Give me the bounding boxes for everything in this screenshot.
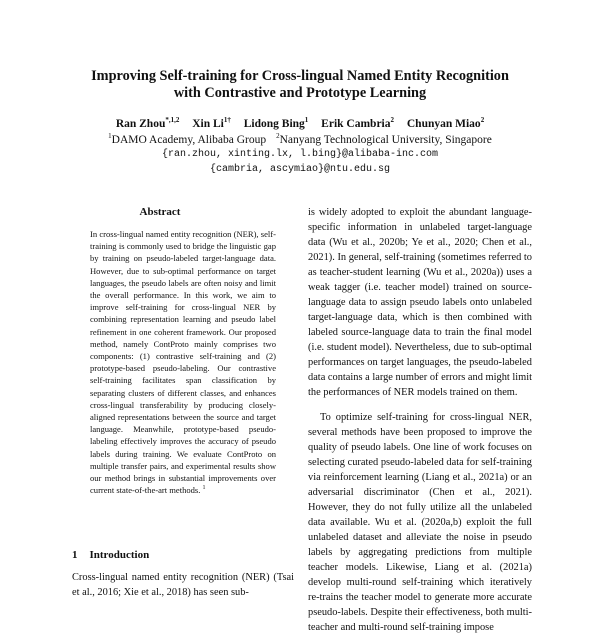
author-list (40, 117, 560, 131)
section-title: Introduction (89, 549, 150, 561)
affiliation-1: $^1$DAMO Academy, Alibaba Group (108, 132, 267, 146)
footnote-mark: 1 (202, 485, 206, 492)
affiliations (40, 133, 560, 147)
abstract-heading: Abstract (139, 206, 181, 218)
title-line-2: with Contrastive and Prototype Learning (173, 85, 427, 101)
section-heading-introduction (72, 549, 149, 561)
title-line-1: Improving Self-training for Cross-lingual Named Entity Recognition (91, 68, 509, 84)
right-column (308, 205, 532, 635)
email-line-1: {ran.zhou, xinting.lx, l.bing}@alibaba-inc.com (161, 149, 439, 160)
email-line-2: {cambria, ascymiao}@ntu.edu.sg (209, 164, 391, 175)
author: Chunyan Miao$^2$ (406, 116, 485, 130)
author: Xin $Li^{1\dagger}$ (192, 116, 231, 130)
abstract-text: In cross-lingual named entity recognition (NER), self-training is commonly used to bridge the linguistic gap by training on pseudo-labeled target-language data. However, due to sub-optimal performance on target languages, the pseudo labels are often noisy and limit the overall performance. In this work, we aim to improve self-training for cross-lingual NER by combining representation learning and pseudo label refinement in one coherent framework. Our proposed method, namely ContProto mainly comprises two components: (1) contrastive self-training and (2) prototype-based pseudo-labeling. Our contrastive self-training facilitates span classification by separating clusters of different classes, and enhances cross-lingual transferability by producing closely-aligned representations between the source and target language. Meanwhile, prototype-based pseudo-labeling effectively improves the accuracy of pseudo labels during training. We evaluate ContProto on multiple transfer pairs, and experimental results show our method brings in substantial improvements over current state-of-the-art methods. (90, 229, 276, 496)
paper-title (40, 68, 560, 102)
author: Ran Zhou$^{*,1,2}$ (115, 116, 180, 130)
author: Erik Cambria$^2$ (321, 116, 394, 130)
right-paragraph-2: To optimize self-training for cross-lingual NER, several methods have been proposed to improve the quality of pseudo labels. One line of work focuses on selecting curated pseudo-labeled data for self-training via reinforcement learning (Liang et al., 2021a) or an adversarial discriminator (Chen et al., 2021). However, they do not fully utilize all the unlabeled data available. Wu et al. (2020a,b) exploit the full unlabeled dataset and alleviate the noise in pseudo labels by aggregating predictions from multiple teacher models. Likewise, Liang et al. (2021a) develop multi-round self-training which iteratively re-trains the teacher model to generate more accurate pseudo-labels. Despite their effectiveness, both multi-teacher and multi-round self-training impose (308, 412, 533, 633)
affiliation-2: $^2$Nanyang Technological University, Singapore (276, 132, 492, 146)
author: Lidong Bing$^1$ (243, 116, 309, 130)
right-paragraph-1: is widely adopted to exploit the abundant language-specific information in unlabeled target-language data (Wu et al., 2020b; Ye et al., 2020; Chen et al., 2021). In general, self-training (sometimes referred to as teacher-student learning (Wu et al., 2020a)) uses a weak tagger (i.e. teacher model) trained on source-language data to assign pseudo labels onto unlabeled target-language data, which is then combined with labeled source-language data to train the final model (i.e. student model). Nevertheless, due to sub-optimal performances on target languages, the pseudo-labeled data contains a large number of errors and might limit the performances of NER models trained on them. (308, 207, 533, 398)
abstract-body (90, 228, 276, 496)
section-number: 1 (72, 549, 78, 561)
intro-left-paragraph: Cross-lingual named entity recognition (NER) (Tsai et al., 2016; Xie et al., 2018) has seen sub- (72, 572, 294, 598)
